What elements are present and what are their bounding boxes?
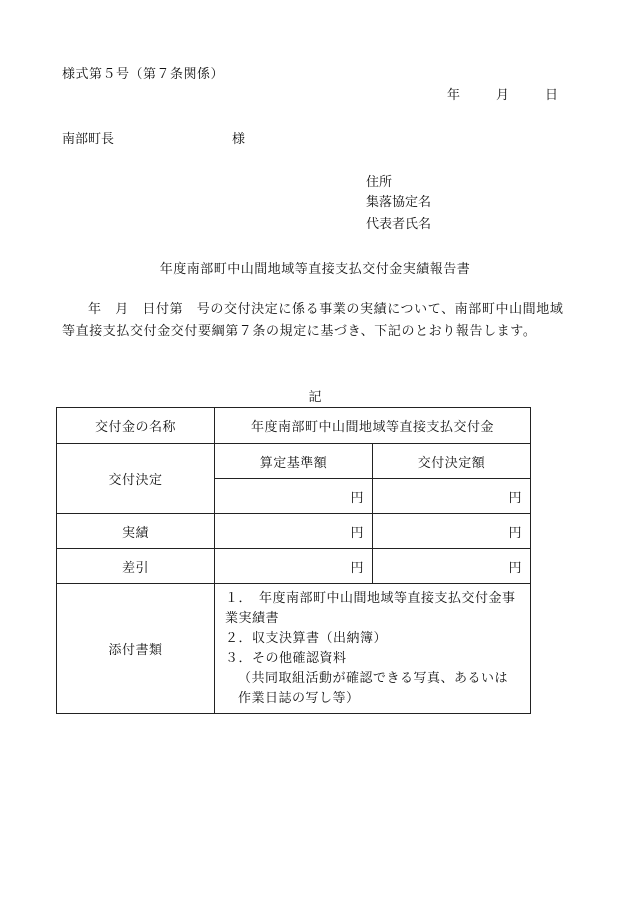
diff-label-cell: 差引 (57, 549, 215, 584)
attachment-item: ３．その他確認資料 (225, 650, 347, 666)
date-month: 月 (495, 88, 509, 103)
col-standard-header: 算定基準額 (215, 444, 373, 479)
diff-amount-yen: 円 (373, 549, 531, 584)
table-row (57, 514, 531, 549)
results-label-cell: 実績 (57, 514, 215, 549)
applicant-rep-label: 代表者氏名 (366, 217, 432, 232)
name-value-cell: 年度南部町中山間地域等直接支払交付金 (215, 408, 531, 444)
table-row (57, 408, 531, 444)
attachment-item: ２．収支決算書（出納簿） (225, 630, 388, 646)
results-standard-yen: 円 (215, 514, 373, 549)
table-row (57, 444, 531, 479)
col-decision-header: 交付決定額 (373, 444, 531, 479)
diff-standard-yen: 円 (215, 549, 373, 584)
results-amount-yen: 円 (373, 514, 531, 549)
table-row (57, 584, 531, 714)
addressee-name: 南部町長 (62, 132, 115, 147)
addressee-honorific: 様 (232, 132, 246, 147)
attachment-note: （共同取組活動が確認できる写真、あるいは作業日誌の写し等） (238, 670, 509, 706)
body-paragraph: 年 月 日付第 号の交付決定に係る事業の実績について、南部町中山間地域等直接支払交付金交付要綱第７条の規定に基づき、下記のとおり報告します。 (62, 302, 564, 339)
attachments-label-cell: 添付書類 (57, 584, 215, 714)
decision-standard-yen: 円 (215, 479, 373, 514)
ki-label: 記 (308, 390, 322, 405)
summary-table (56, 407, 531, 714)
table-row (57, 549, 531, 584)
applicant-address-label: 住所 (366, 175, 393, 190)
attachment-item: １． 年度南部町中山間地域等直接支払交付金事業実績書 (225, 590, 516, 626)
attachments-list (215, 584, 531, 714)
decision-label-cell: 交付決定 (57, 444, 215, 514)
name-label-cell: 交付金の名称 (57, 408, 215, 444)
document-title: 年度南部町中山間地域等直接支払交付金実績報告書 (159, 262, 471, 277)
date-year: 年 (446, 88, 460, 103)
date-day: 日 (544, 88, 558, 103)
applicant-org-label: 集落協定名 (366, 195, 432, 210)
date-line (447, 89, 558, 102)
decision-amount-yen: 円 (373, 479, 531, 514)
form-number: 様式第５号（第７条関係） (62, 67, 225, 82)
